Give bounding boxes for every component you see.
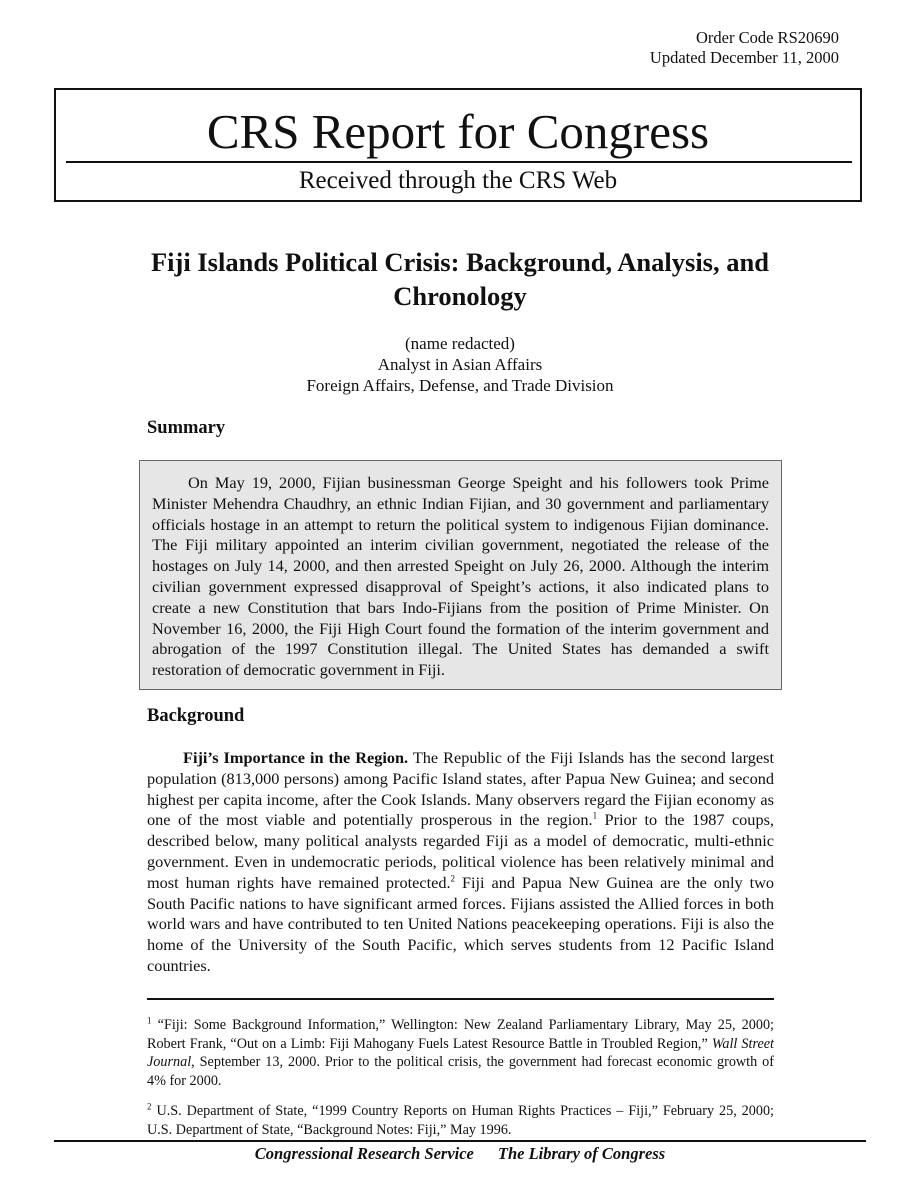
footnote-2 <box>147 1102 774 1139</box>
author-division: Foreign Affairs, Defense, and Trade Division <box>306 376 614 395</box>
page-footer <box>54 1144 866 1164</box>
order-code-block <box>650 28 839 68</box>
footnote-1-text-b: , September 13, 2000. Prior to the political crisis, the government had forecast economic growth of 4% for 2000. <box>147 1054 774 1089</box>
banner-title: CRS Report for Congress <box>206 104 710 159</box>
background-section <box>147 748 774 977</box>
summary-heading: Summary <box>147 418 226 438</box>
summary-text: On May 19, 2000, Fijian businessman George Speight and his followers took Prime Minister Mehendra Chaudhry, an ethnic Indian Fijian, and 30 government and parliamentary officials hostage in an attempt to return the political system to indigenous Fijian dominance. The Fiji military appointed an interim civilian government, negotiated the release of the hostages on July 14, 2000, and then arrested Speight on July 26, 2000. Although the interim civilian government expressed disapproval of Speight’s actions, it also indicated plans to create a new Constitution that bars Indo-Fijians from the position of Prime Minister. On November 16, 2000, the Fiji High Court found the formation of the interim government and abrogation of the 1997 Constitution illegal. The United States has demanded a swift restoration of democratic government in Fiji. <box>152 473 769 680</box>
run-in-heading: Fiji’s Importance in the Region. <box>183 748 409 767</box>
footer-crs: Congressional Research Service <box>254 1144 474 1163</box>
footnote-1-text-a: “Fiji: Some Background Information,” Wellington: New Zealand Parliamentary Library, May 25, 2000; Robert Frank, “Out on a Limb: Fiji Mahogany Fuels Latest Resource Battle in Troubled Region,” <box>147 1017 774 1052</box>
footnote-2-text: U.S. Department of State, “1999 Country Reports on Human Rights Practices – Fiji,” February 25, 2000; U.S. Department of State, “Background Notes: Fiji,” May 1996. <box>147 1103 774 1138</box>
updated-date: Updated December 11, 2000 <box>649 48 839 67</box>
footer-divider <box>54 1140 866 1142</box>
background-heading: Background <box>147 706 245 726</box>
footer-loc: The Library of Congress <box>497 1144 666 1163</box>
author-name: (name redacted) <box>405 334 515 353</box>
banner-divider <box>66 161 852 163</box>
order-code: Order Code RS20690 <box>696 28 839 47</box>
footnote-1-journal: Wall Street Journal <box>147 1035 775 1071</box>
footnote-1-number: 1 <box>147 1015 152 1026</box>
footnote-ref-2[interactable]: 2 <box>450 873 456 884</box>
report-title: Fiji Islands Political Crisis: Background, Analysis, and Chronology <box>151 247 769 311</box>
footnote-2-number: 2 <box>147 1101 152 1112</box>
author-block <box>100 333 820 396</box>
footnote-ref-1[interactable]: 1 <box>592 810 598 821</box>
background-paragraph <box>147 748 774 977</box>
footnote-1 <box>147 1016 774 1090</box>
banner-subtitle: Received through the CRS Web <box>298 167 618 194</box>
footnote-divider <box>147 998 774 1000</box>
background-text-1: The Republic of the Fiji Islands has the second largest population (813,000 persons) among Pacific Island states, after Papua New Guinea; and second highest per capita income, after the Cook Islands. Many observers regard the Fijian economy as one of the most viable and potentially prosperous in the region. <box>147 748 774 830</box>
summary-box <box>139 460 782 690</box>
background-text-2: Prior to the 1987 coups, described below, many political analysts regarded Fiji as a model of democratic, multi-ethnic government. Even in undemocratic periods, political violence has been relatively minimal and most human rights have remained protected. <box>147 810 774 892</box>
report-banner <box>54 88 862 202</box>
author-position: Analyst in Asian Affairs <box>377 355 543 374</box>
background-text-3: Fiji and Papua New Guinea are the only two South Pacific nations to have significant armed forces. Fijians assisted the Allied forces in both world wars and have contributed to ten United Nations peacekeeping operations. Fiji is also the home of the University of the South Pacific, which serves students from 12 Pacific Island countries. <box>147 872 775 975</box>
